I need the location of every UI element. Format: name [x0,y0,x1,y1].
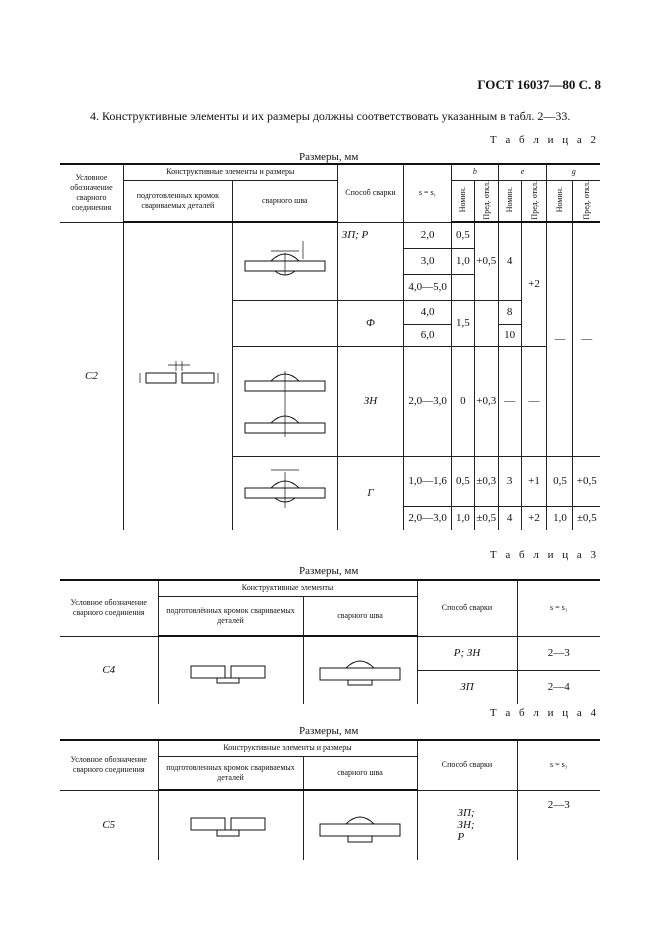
prepared-edges-figure [158,790,303,860]
designation-c5: С5 [60,790,158,860]
h-method: Способ сварки [417,580,517,636]
h-b: b [451,164,498,180]
weld-figure [303,790,417,860]
weld-figure-zn [232,346,337,456]
designation-c2: С2 [60,222,123,530]
table-4 [60,739,600,860]
h-method: Способ сварки [337,164,403,222]
page-header: ГОСТ 16037—80 С. 8 [477,77,601,92]
weld-figure-1 [232,222,337,300]
h-b-dev: Пред. откл. [481,180,491,220]
s-value: 2,0—3,0 [404,506,452,530]
g-dev-dash: — [573,222,600,456]
butt-with-backing-drawing [171,646,291,696]
table3-caption: Т а б л и ц а 3 [489,549,599,561]
s-value: 6,0 [404,324,452,346]
h-weld: сварного шва [232,180,337,222]
h-elements: Конструктивные элементы [158,580,417,596]
b-dev: ±0,3 [474,456,498,506]
weld-figure-g [232,456,337,530]
h-g-dev: Пред. откл. [582,180,592,220]
s-value: 2—3 [517,790,600,860]
e-dev: +2 [521,506,547,530]
g-nom-dash: — [547,222,573,456]
weld-bead-drawing [310,646,410,696]
s-value: 2—4 [517,670,600,704]
method: Р; ЗН [417,636,517,670]
prepared-edges-figure [123,222,232,530]
s-value: 2,0—3,0 [404,346,452,456]
b-nom: 0,5 [451,456,474,506]
b-dev: +0,3 [474,346,498,456]
h-e: e [498,164,547,180]
h-g: g [547,164,600,180]
b-nom: 1,0 [451,506,474,530]
h-s: s = s₁ [517,580,600,636]
h-g-nom: Номин. [555,187,565,213]
e-nom: 4 [498,222,521,300]
table4-caption: Т а б л и ц а 4 [489,707,599,719]
weld-bead-drawing [237,235,333,287]
prepared-edges-figure [158,636,303,704]
weld-bead-drawing [310,796,410,856]
method: ЗП; ЗН; Р [417,790,517,860]
b-nom: 0 [451,346,474,456]
weld-figure-f [232,300,337,346]
g-nom: 1,0 [547,506,573,530]
h-designation: Условное обозначение сварного соединения [60,740,158,790]
s-value: 2—3 [517,636,600,670]
h-weld: сварного шва [303,756,417,790]
butt-joint-drawing [128,357,228,397]
b-dev: ±0,5 [474,506,498,530]
s-value: 1,0—1,6 [404,456,452,506]
method-zp-r: ЗП; Р [337,222,403,300]
method-f: Ф [337,300,403,346]
h-prepared: подготовленных кромок свариваемых деталей [158,756,303,790]
table-3 [60,579,600,704]
h-b-nom: Номин. [458,187,468,213]
e-dev: — [521,346,547,456]
e-dev: +1 [521,456,547,506]
s-value: 4,0 [404,300,452,324]
weld-figure [303,636,417,704]
s-value: 3,0 [404,248,452,274]
h-designation: Условное обозначение сварного соединения [60,164,123,222]
g-dev: ±0,5 [573,506,600,530]
method-g: Г [337,456,403,530]
e-dev: +2 [521,222,547,346]
table4-units: Размеры, мм [299,725,359,737]
e-nom: 10 [498,324,521,346]
e-nom: — [498,346,521,456]
b-nom: 0,5 [451,222,474,248]
h-e-nom: Номин. [505,187,515,213]
double-weld-drawing [237,353,333,449]
s-value: 2,0 [404,222,452,248]
h-e-dev: Пред. откл. [529,180,539,220]
h-elements: Конструктивные элементы и размеры [123,164,337,180]
b-nom: 1,5 [451,300,474,346]
table-2 [60,163,600,530]
b-dev: +0,5 [474,222,498,300]
table2-units: Размеры, мм [299,151,359,163]
h-designation: Условное обозначение сварного соединения [60,580,158,636]
h-prepared: подготовленных кромок свариваемых деталей [123,180,232,222]
g-dev: +0,5 [573,456,600,506]
h-s: s = s₁ [517,740,600,790]
e-nom: 3 [498,456,521,506]
h-prepared: подготовлённых кромок свариваемых деталей [158,596,303,636]
butt-with-lock-drawing [171,796,291,856]
designation-c4: С4 [60,636,158,704]
h-s: s = s₁ [404,164,452,222]
b-nom: 1,0 [451,248,474,274]
e-nom: 4 [498,506,521,530]
h-method: Способ сварки [417,740,517,790]
g-nom: 0,5 [547,456,573,506]
paragraph-4: 4. Конструктивные элементы и их размеры должны соответствовать указанным в табл. 2—33. [90,109,571,123]
table2-caption: Т а б л и ц а 2 [489,134,599,146]
e-nom: 8 [498,300,521,324]
table3-units: Размеры, мм [299,565,359,577]
method: ЗП [417,670,517,704]
h-elements: Конструктивные элементы и размеры [158,740,417,756]
gas-weld-drawing [237,458,333,528]
h-weld: сварного шва [303,596,417,636]
s-value: 4,0—5,0 [404,274,452,300]
method-zn: ЗН [337,346,403,456]
